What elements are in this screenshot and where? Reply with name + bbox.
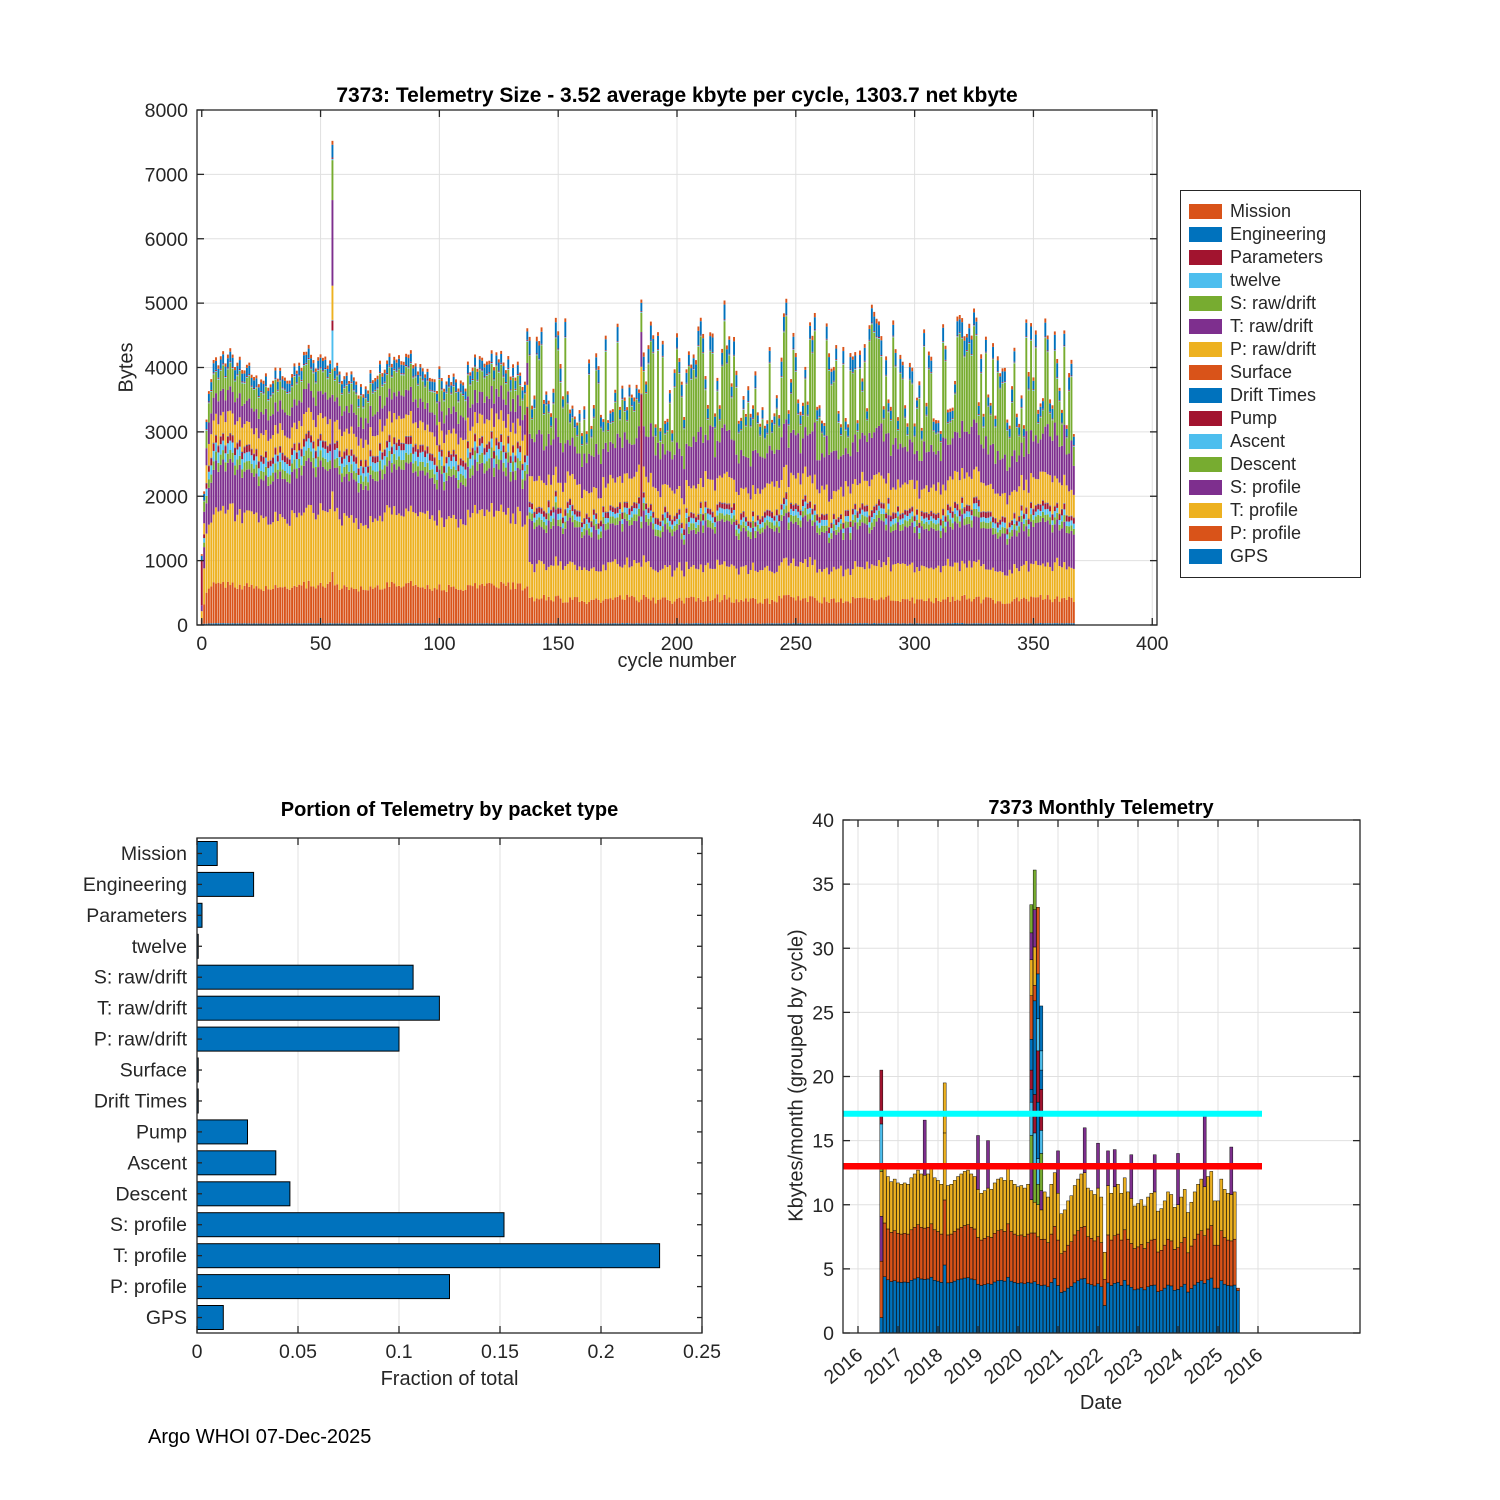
legend-swatch xyxy=(1189,204,1222,219)
footer-text: Argo WHOI 07-Dec-2025 xyxy=(148,1426,372,1448)
category-label: P: profile xyxy=(110,1276,187,1299)
category-label: Descent xyxy=(115,1183,187,1206)
legend-item-mission xyxy=(1189,200,1352,223)
legend-item-descent xyxy=(1189,453,1352,476)
portion-bar-12 xyxy=(197,1213,504,1237)
category-label: Engineering xyxy=(82,873,187,896)
x-tick-label: 2024 xyxy=(1139,1343,1188,1389)
legend-item-engineering xyxy=(1189,223,1352,246)
legend-item-p-raw-drift xyxy=(1189,338,1352,361)
legend-label: Surface xyxy=(1230,362,1293,382)
y-tick-label: 40 xyxy=(812,810,834,832)
category-label: Mission xyxy=(120,842,187,865)
x-tick-label: 0.2 xyxy=(587,1341,615,1363)
legend-label: twelve xyxy=(1230,270,1282,290)
portion-bar-9 xyxy=(197,1120,248,1144)
legend-item-s-profile xyxy=(1189,476,1352,499)
x-tick-label: 400 xyxy=(1135,633,1169,655)
portion-bar-4 xyxy=(197,965,413,989)
category-label: Surface xyxy=(119,1059,187,1082)
legend-label: T: raw/drift xyxy=(1230,316,1314,336)
category-label: P: raw/drift xyxy=(93,1028,187,1051)
category-label: T: profile xyxy=(113,1245,187,1268)
legend-swatch xyxy=(1189,296,1222,311)
legend-label: Ascent xyxy=(1230,431,1286,451)
legend-swatch xyxy=(1189,457,1222,472)
legend-swatch xyxy=(1189,480,1222,495)
x-tick-label: 2016 xyxy=(1219,1343,1268,1389)
x-tick-label: 2020 xyxy=(979,1343,1028,1389)
monthly-chart xyxy=(760,770,1480,1470)
x-tick-label: 300 xyxy=(898,633,931,655)
portion-bar-10 xyxy=(197,1151,276,1175)
x-tick-label: 2016 xyxy=(819,1343,868,1389)
legend-label: Parameters xyxy=(1230,247,1324,267)
legend xyxy=(1180,190,1361,578)
x-tick-label: 100 xyxy=(423,633,456,655)
legend-swatch xyxy=(1189,411,1222,426)
threshold-lines xyxy=(843,1114,1262,1167)
category-label: S: profile xyxy=(110,1214,187,1237)
telemetry-bars xyxy=(201,141,1075,625)
x-tick-label: 2022 xyxy=(1059,1343,1108,1389)
legend-swatch xyxy=(1189,319,1222,334)
monthly-ylabel: Kbytes/month (grouped by cycle) xyxy=(785,929,808,1222)
legend-item-ascent xyxy=(1189,430,1352,453)
x-tick-label: 2021 xyxy=(1019,1343,1068,1389)
legend-label: Pump xyxy=(1230,408,1278,428)
portion-bar-6 xyxy=(197,1027,399,1051)
legend-swatch xyxy=(1189,549,1222,564)
category-label: Pump xyxy=(136,1121,187,1144)
y-tick-label: 8000 xyxy=(144,100,188,122)
legend-swatch xyxy=(1189,273,1222,288)
x-tick-label: 0.15 xyxy=(481,1341,519,1363)
legend-item-gps xyxy=(1189,545,1352,568)
y-tick-label: 2000 xyxy=(144,486,188,509)
monthly-bars xyxy=(880,870,1240,1333)
legend-label: Engineering xyxy=(1230,224,1327,244)
y-tick-label: 15 xyxy=(812,1130,834,1153)
portion-bars xyxy=(197,842,660,1330)
x-tick-label: 2019 xyxy=(939,1343,988,1389)
legend-swatch xyxy=(1189,250,1222,265)
legend-label: P: profile xyxy=(1230,523,1302,543)
legend-item-t-raw-drift xyxy=(1189,315,1352,338)
legend-item-surface xyxy=(1189,361,1352,384)
legend-swatch xyxy=(1189,227,1222,242)
x-tick-label: 0.25 xyxy=(683,1341,721,1363)
category-label: GPS xyxy=(145,1307,187,1330)
category-label: Drift Times xyxy=(93,1090,187,1113)
portion-bar-11 xyxy=(197,1182,290,1206)
y-tick-label: 0 xyxy=(177,615,188,637)
legend-item-drift-times xyxy=(1189,384,1352,407)
portion-bar-14 xyxy=(197,1275,450,1299)
x-tick-label: 200 xyxy=(660,633,694,655)
x-tick-label: 0.1 xyxy=(385,1341,413,1363)
legend-item-twelve xyxy=(1189,269,1352,292)
legend-swatch xyxy=(1189,526,1222,541)
monthly-title: 7373 Monthly Telemetry xyxy=(988,797,1214,819)
legend-label: P: raw/drift xyxy=(1230,339,1317,359)
x-tick-label: 150 xyxy=(541,633,575,655)
y-tick-label: 0 xyxy=(823,1323,834,1345)
y-tick-label: 6000 xyxy=(144,228,188,251)
category-label: Ascent xyxy=(127,1152,187,1175)
y-tick-label: 5000 xyxy=(144,293,188,316)
x-tick-label: 2025 xyxy=(1179,1343,1228,1389)
portion-bar-5 xyxy=(197,996,439,1020)
legend-label: Mission xyxy=(1230,201,1292,221)
legend-item-pump xyxy=(1189,407,1352,430)
telemetry-size-title: 7373: Telemetry Size - 3.52 average kbyte per cycle, 1303.7 net kbyte xyxy=(336,84,1018,107)
x-tick-label: 350 xyxy=(1017,633,1050,655)
y-tick-label: 5 xyxy=(823,1258,834,1281)
legend-label: S: profile xyxy=(1230,477,1302,497)
portion-xlabel: Fraction of total xyxy=(380,1368,519,1390)
category-label: twelve xyxy=(131,935,187,958)
y-tick-label: 30 xyxy=(812,938,834,961)
category-label: Parameters xyxy=(86,904,187,927)
legend-swatch xyxy=(1189,342,1222,357)
category-label: T: raw/drift xyxy=(97,997,187,1020)
portion-title: Portion of Telemetry by packet type xyxy=(280,799,619,821)
monthly-xlabel: Date xyxy=(1079,1392,1123,1414)
legend-label: S: raw/drift xyxy=(1230,293,1317,313)
legend-swatch xyxy=(1189,388,1222,403)
portion-chart xyxy=(0,780,760,1440)
legend-swatch xyxy=(1189,503,1222,518)
legend-item-p-profile xyxy=(1189,522,1352,545)
x-tick-label: 2018 xyxy=(899,1343,948,1389)
portion-bar-1 xyxy=(197,872,254,896)
x-tick-label: 0 xyxy=(196,633,208,655)
legend-item-t-profile xyxy=(1189,499,1352,522)
y-tick-label: 25 xyxy=(812,1002,834,1025)
x-tick-label: 2017 xyxy=(859,1343,908,1389)
legend-label: GPS xyxy=(1230,546,1269,566)
legend-swatch xyxy=(1189,365,1222,380)
portion-bar-13 xyxy=(197,1244,660,1268)
y-tick-label: 35 xyxy=(812,874,834,897)
legend-label: T: profile xyxy=(1230,500,1299,520)
y-tick-label: 1000 xyxy=(144,550,188,573)
legend-item-parameters xyxy=(1189,246,1352,269)
legend-label: Descent xyxy=(1230,454,1297,474)
legend-label: Drift Times xyxy=(1230,385,1317,405)
legend-item-s-raw-drift xyxy=(1189,292,1352,315)
telemetry-size-xlabel: cycle number xyxy=(617,650,737,672)
x-tick-label: 250 xyxy=(779,633,813,655)
y-tick-label: 3000 xyxy=(144,421,188,444)
x-tick-label: 0.05 xyxy=(279,1341,317,1363)
legend-swatch xyxy=(1189,434,1222,449)
y-tick-label: 20 xyxy=(812,1066,834,1089)
category-label: S: raw/drift xyxy=(93,966,187,989)
y-tick-label: 7000 xyxy=(144,164,188,187)
x-tick-label: 50 xyxy=(309,633,332,655)
y-tick-label: 10 xyxy=(812,1194,834,1217)
x-tick-label: 2023 xyxy=(1099,1343,1148,1389)
y-tick-label: 4000 xyxy=(144,357,188,380)
x-tick-label: 0 xyxy=(191,1341,203,1363)
telemetry-size-ylabel: Bytes xyxy=(115,342,138,393)
